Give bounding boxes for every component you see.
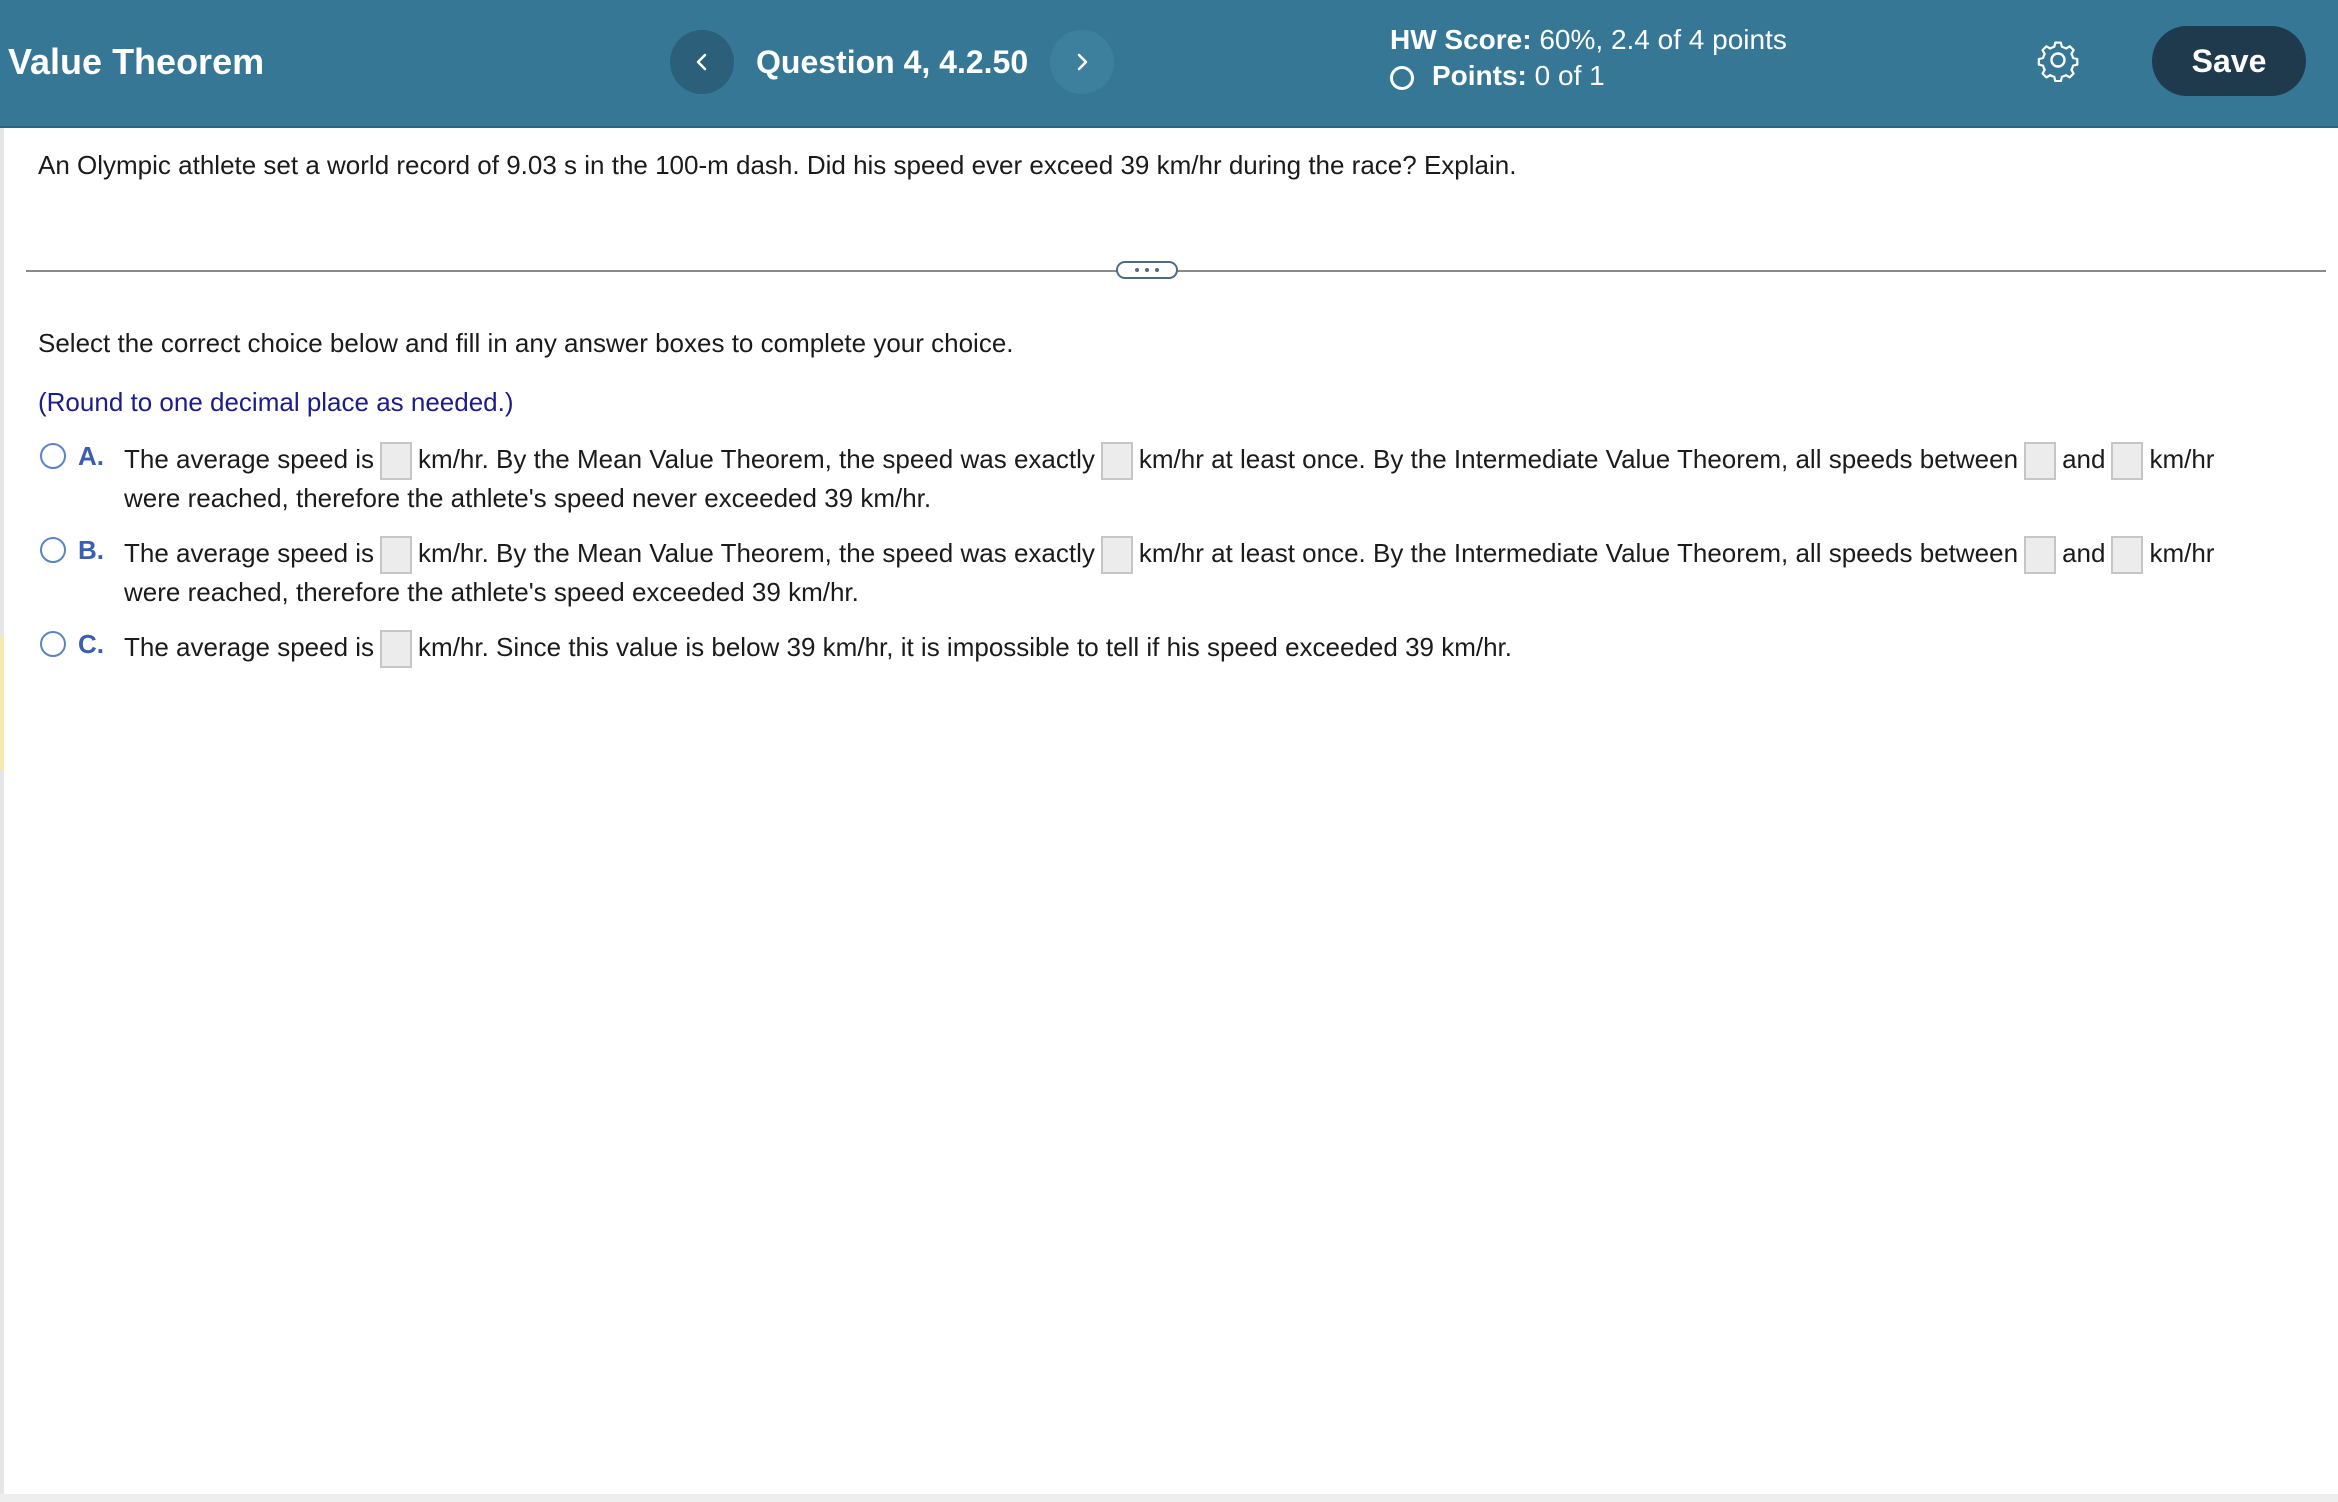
choice-a-part2: km/hr. By the Mean Value Theorem, the speed was exactly — [418, 444, 1095, 474]
next-question-button[interactable] — [1050, 30, 1114, 94]
hw-score-label: HW Score: — [1390, 24, 1532, 55]
choice-b-part4: and — [2062, 538, 2106, 568]
chevron-left-icon — [691, 51, 713, 73]
choice-b-part5: km/hr — [2149, 538, 2215, 568]
choice-a-lower-speed-input[interactable] — [2024, 442, 2056, 480]
choice-a-letter: A. — [78, 441, 104, 471]
choice-a[interactable] — [40, 439, 2214, 516]
points-label: Points: — [1432, 60, 1527, 91]
gear-icon[interactable] — [2036, 38, 2080, 82]
choice-c-average-speed-input[interactable] — [380, 630, 412, 668]
points-value: 0 of 1 — [1534, 60, 1605, 91]
more-dot — [1135, 268, 1139, 272]
choice-a-text — [124, 439, 2214, 516]
save-button[interactable]: Save — [2152, 26, 2306, 96]
hw-score-value: 60%, 2.4 of 4 points — [1539, 24, 1787, 55]
previous-question-button[interactable] — [670, 30, 734, 94]
chevron-right-icon — [1071, 51, 1093, 73]
choice-b-line2: were reached, therefore the athlete's speed exceeded 39 km/hr. — [124, 577, 859, 608]
choice-a-average-speed-input[interactable] — [380, 442, 412, 480]
bottom-bar — [0, 1494, 2338, 1502]
choice-b-lower-speed-input[interactable] — [2024, 536, 2056, 574]
choice-a-part1: The average speed is — [124, 444, 375, 474]
question-text: An Olympic athlete set a world record of 9.03 s in the 100-m dash. Did his speed ever exceed 39 km/hr during the race? Explain. — [38, 150, 1517, 180]
points-status-icon — [1390, 66, 1414, 90]
choice-a-line1 — [124, 439, 2214, 480]
rounding-note: (Round to one decimal place as needed.) — [38, 387, 514, 417]
choice-a-upper-speed-input[interactable] — [2111, 442, 2143, 480]
choice-c[interactable] — [40, 627, 1512, 668]
choice-a-exact-speed-input[interactable] — [1101, 442, 1133, 480]
assignment-title: Value Theorem — [8, 41, 265, 82]
instructions-text: Select the correct choice below and fill in any answer boxes to complete your choice. — [38, 328, 1014, 358]
left-edge-strip — [0, 128, 4, 1494]
choice-c-text — [124, 627, 1512, 668]
hw-score-row — [1390, 22, 1787, 58]
question-number: Question 4, 4.2.50 — [756, 44, 1029, 80]
choice-c-line1 — [124, 627, 1512, 668]
choice-c-radio[interactable] — [40, 631, 66, 657]
more-dot — [1155, 268, 1159, 272]
top-header — [0, 0, 2338, 128]
choice-b-upper-speed-input[interactable] — [2111, 536, 2143, 574]
expand-more-button[interactable] — [1116, 261, 1178, 279]
choice-b-part3: km/hr at least once. By the Intermediate Value Theorem, all speeds between — [1138, 538, 2019, 568]
choice-b-exact-speed-input[interactable] — [1101, 536, 1133, 574]
choice-a-part5: km/hr — [2149, 444, 2215, 474]
choice-b-average-speed-input[interactable] — [380, 536, 412, 574]
more-dot — [1145, 268, 1149, 272]
choice-b-line1 — [124, 533, 2214, 574]
left-edge-highlight — [0, 636, 4, 770]
score-summary — [1390, 22, 1787, 94]
choice-c-letter: C. — [78, 629, 104, 659]
choice-c-part1: The average speed is — [124, 632, 375, 662]
choice-b-text — [124, 533, 2214, 610]
choice-b-part1: The average speed is — [124, 538, 375, 568]
choice-a-part4: and — [2062, 444, 2106, 474]
choice-b-part2: km/hr. By the Mean Value Theorem, the speed was exactly — [418, 538, 1095, 568]
choice-b-radio[interactable] — [40, 537, 66, 563]
choice-c-part2: km/hr. Since this value is below 39 km/hr, it is impossible to tell if his speed exceeded 39 km/hr. — [418, 632, 1513, 662]
points-row — [1390, 58, 1787, 94]
choice-a-line2: were reached, therefore the athlete's speed never exceeded 39 km/hr. — [124, 483, 932, 514]
choice-a-radio[interactable] — [40, 443, 66, 469]
choice-b-letter: B. — [78, 535, 104, 565]
choice-b[interactable] — [40, 533, 2214, 610]
choice-a-part3: km/hr at least once. By the Intermediate Value Theorem, all speeds between — [1138, 444, 2019, 474]
